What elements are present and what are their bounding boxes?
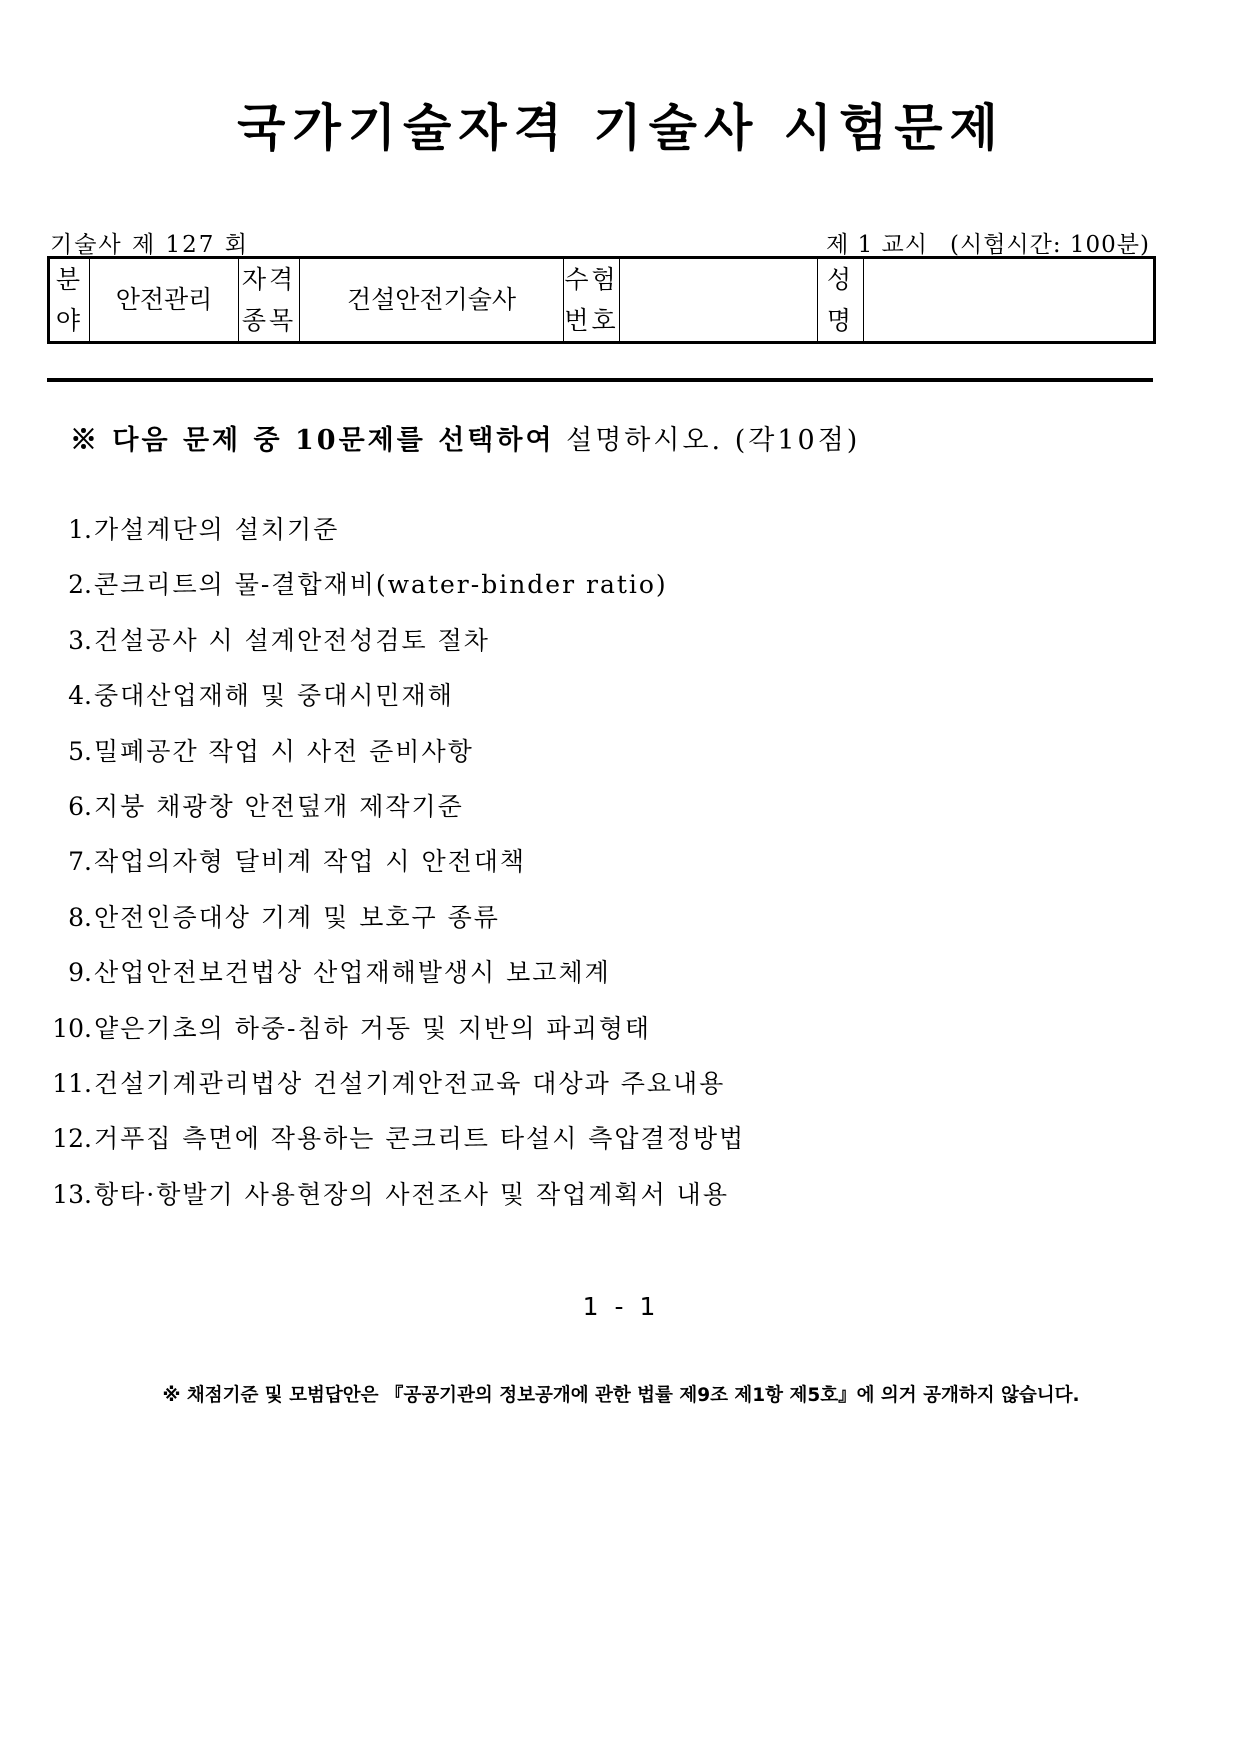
instruction-bold: ※ 다음 문제 중 10문제를 선택하여 [70,425,555,456]
exam-number-field[interactable] [620,258,818,343]
question-item [40,1176,1140,1231]
question-number: 1. [68,515,92,544]
exam-meta-row [50,226,1150,256]
header-divider [47,378,1153,382]
question-number: 5. [68,736,92,766]
question-text: 안전인증대상 기계 및 보호구 종류 [94,902,500,932]
qualification-value: 건설안전기술사 [346,285,517,314]
question-text: 항타·항발기 사용현장의 사전조사 및 작업계획서 내용 [94,1179,729,1209]
question-number: 7. [68,847,92,877]
question-item [40,622,1140,677]
page-number: 1 - 1 [582,1292,660,1321]
question-number: 11. [52,1068,92,1098]
question-item [40,954,1140,1009]
field-label-line2: 야 [55,306,84,335]
page-title: 국가기술자격 기술사 시험문제 [237,99,1005,157]
instruction-rest: 설명하시오. (각10점) [554,425,861,456]
exam-number-label-line2: 번호 [564,306,619,335]
field-label-cell [49,258,90,343]
question-text: 얕은기초의 하중-침하 거동 및 지반의 파괴형태 [94,1013,652,1043]
question-item [40,843,1140,898]
question-text: 밀폐공간 작업 시 사전 준비사항 [94,736,474,766]
footnote: ※ 채점기준 및 모범답안은 『공공기관의 정보공개에 관한 법률 제9조 제1항 제5호』에 의거 공개하지 않습니다. [162,1385,1080,1406]
name-label-cell [818,258,864,343]
instruction [70,418,860,457]
exam-number-label-cell [564,258,620,343]
qualification-value-cell [300,258,564,343]
question-text: 건설기계관리법상 건설기계안전교육 대상과 주요내용 [94,1068,726,1098]
exam-info-table [47,256,1156,344]
question-item [40,1120,1140,1175]
question-number: 12. [52,1124,92,1154]
question-list [40,511,1140,1231]
name-label-line1: 성 [826,265,855,294]
question-number: 13. [52,1179,92,1209]
name-label-line2: 명 [826,306,855,335]
qualification-label-line1: 자격 [241,265,297,294]
session-label: 제 1 교시 [826,232,928,258]
question-text: 지붕 채광창 안전덮개 제작기준 [94,791,464,821]
question-item [40,677,1140,732]
question-text: 거푸집 측면에 작용하는 콘크리트 타설시 측압결정방법 [94,1124,746,1154]
question-text: 중대산업재해 및 중대시민재해 [94,681,454,711]
question-item [40,1065,1140,1120]
question-number: 4. [68,681,92,711]
question-item [40,788,1140,843]
question-number: 8. [68,902,92,932]
name-field[interactable] [864,258,1155,343]
question-item [40,1010,1140,1065]
question-item [40,733,1140,788]
field-value-cell [90,258,239,343]
field-value: 안전관리 [115,285,213,314]
question-number: 10. [52,1013,92,1043]
question-text: 작업의자형 달비계 작업 시 안전대책 [94,847,527,877]
question-text: 산업안전보건법상 산업재해발생시 보고체계 [94,958,611,988]
exam-round: 기술사 제 127 회 [50,232,249,258]
qualification-label-line2: 종목 [241,306,297,335]
question-number: 3. [68,625,92,655]
duration-label: (시험시간: 100분) [950,232,1150,258]
qualification-label-cell [239,258,300,343]
exam-number-label-line1: 수험 [564,265,619,294]
question-text: 가설계단의 설치기준 [94,515,340,544]
question-text: 콘크리트의 물-결합재비(water-binder ratio) [94,570,668,600]
question-number: 2. [68,570,92,600]
exam-session-info [826,226,1150,259]
question-item [40,511,1140,566]
question-number: 6. [68,791,92,821]
question-item [40,566,1140,621]
question-item [40,899,1140,954]
question-number: 9. [68,958,92,988]
field-label-line1: 분 [55,265,84,294]
question-text: 건설공사 시 설계안전성검토 절차 [94,625,490,655]
